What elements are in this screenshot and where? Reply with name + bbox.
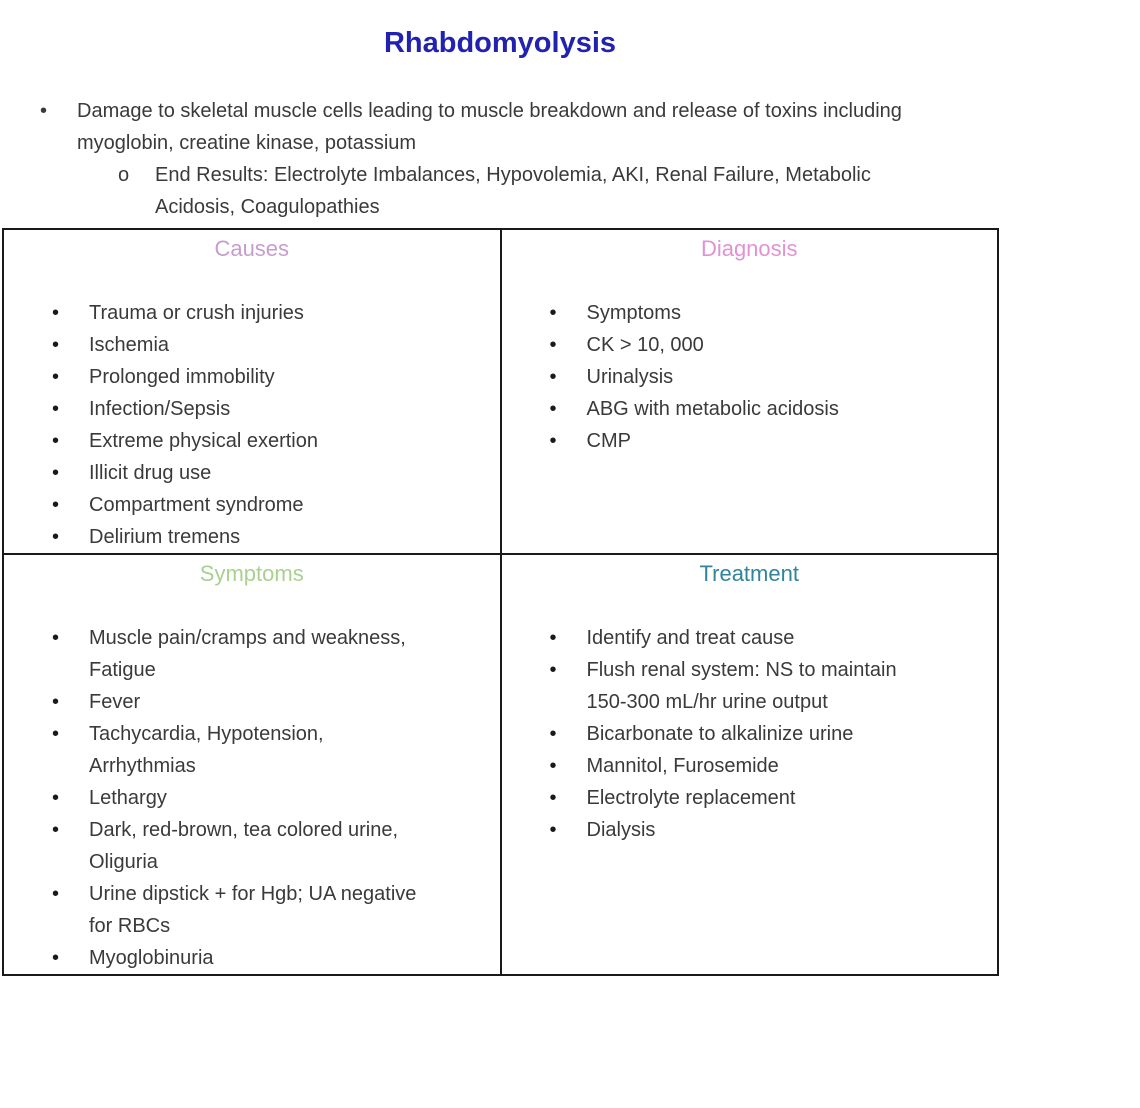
symptoms-header: Symptoms [199,561,304,586]
intro-sub-bullet-text: End Results: Electrolyte Imbalances, Hypovolemia, AKI, Renal Failure, Metabolic Acidosis, Coagulopathies [155,164,871,218]
diagnosis-header: Diagnosis [700,236,798,261]
list-item: • Ischemia [89,329,429,361]
list-item: • Mannitol, Furosemide [587,750,927,782]
list-item: • Prolonged immobility [89,361,429,393]
intro-bullet-text: Damage to skeletal muscle cells leading to muscle breakdown and release of toxins including myoglobin, creatine kinase, potassium [77,100,902,154]
list-item: • Bicarbonate to alkalinize urine [587,718,927,750]
list-item: • Tachycardia, Hypotension, Arrhythmias [89,718,429,782]
list-item: • Identify and treat cause [587,622,927,654]
list-item: • Trauma or crush injuries [89,297,429,329]
treatment-list [502,622,998,846]
diagnosis-list [502,297,998,457]
page-title: Rhabdomyolysis [383,27,617,59]
notes-table [2,228,999,976]
list-item: • Lethargy [89,782,429,814]
symptoms-list [4,622,500,974]
causes-cell [3,229,501,554]
symptoms-cell [3,554,501,975]
intro-section [0,95,1000,223]
list-item: • CK > 10, 000 [587,329,927,361]
list-item: • Fever [89,686,429,718]
circle-bullet-icon: o [118,164,130,186]
list-item: • ABG with metabolic acidosis [587,393,927,425]
list-item: • Electrolyte replacement [587,782,927,814]
list-item: • Compartment syndrome [89,489,429,521]
list-item: • CMP [587,425,927,457]
list-item: • Urinalysis [587,361,927,393]
list-item: • Urine dipstick + for Hgb; UA negative for RBCs [89,878,429,942]
list-item: • Myoglobinuria [89,942,429,974]
treatment-cell [501,554,999,975]
causes-header: Causes [214,236,290,261]
list-item: • Flush renal system: NS to maintain 150-300 mL/hr urine output [587,654,927,718]
intro-sub-bullet [0,159,1000,223]
intro-bullet [0,95,1000,159]
list-item: • Illicit drug use [89,457,429,489]
list-item: • Extreme physical exertion [89,425,429,457]
treatment-header: Treatment [699,561,799,586]
diagnosis-cell [501,229,999,554]
list-item: • Dialysis [587,814,927,846]
list-item: • Delirium tremens [89,521,429,553]
table-row-bottom [3,554,998,975]
list-item: • Symptoms [587,297,927,329]
table-row-top [3,229,998,554]
list-item: • Infection/Sepsis [89,393,429,425]
causes-list [4,297,500,553]
list-item: • Dark, red-brown, tea colored urine, Oliguria [89,814,429,878]
disc-bullet-icon: • [40,100,48,122]
list-item: • Muscle pain/cramps and weakness, Fatigue [89,622,429,686]
